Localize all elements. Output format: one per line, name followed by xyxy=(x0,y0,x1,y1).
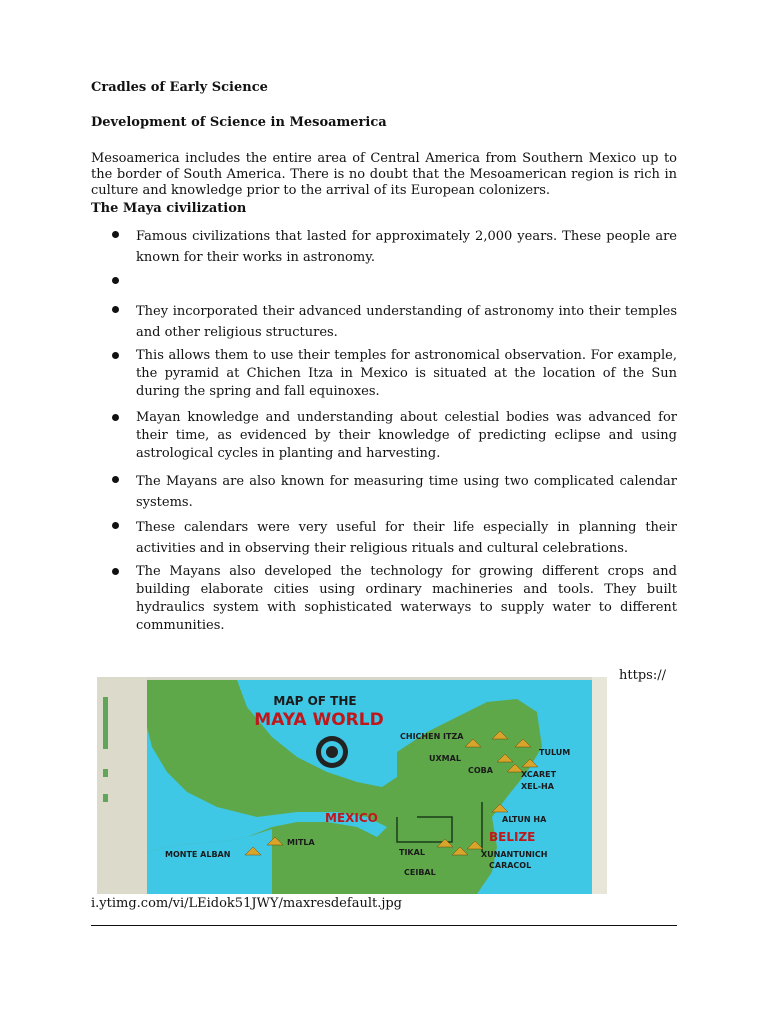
section-heading: The Maya civilization xyxy=(91,201,247,216)
map-label-mexico: MEXICO xyxy=(325,811,378,825)
horizontal-divider xyxy=(91,925,677,926)
bullet-dot-icon xyxy=(112,306,119,313)
map-label-tikal: TIKAL xyxy=(399,848,425,857)
bullet-dot-icon xyxy=(112,568,119,575)
bullet-dot-icon xyxy=(112,277,119,284)
map-label-uxmal: UXMAL xyxy=(429,754,461,763)
document-title: Cradles of Early Science xyxy=(91,80,268,95)
map-label-belize: BELIZE xyxy=(489,830,536,844)
bullet-dot-icon xyxy=(112,476,119,483)
image-source-link-start[interactable]: https:// xyxy=(619,668,666,683)
list-item: The Mayans are also known for measuring time using two complicated calendar systems. xyxy=(136,471,677,513)
list-item: This allows them to use their temples for astronomical observation. For example, the pyramid at Chichen Itza in Mexico is situated at the location of the Sun during the spring and fall equinoxes. xyxy=(136,347,677,401)
map-label-xel-ha: XEL-HA xyxy=(521,782,554,791)
document-subtitle: Development of Science in Mesoamerica xyxy=(91,115,387,130)
image-source-link-end[interactable]: i.ytimg.com/vi/LEidok51JWY/maxresdefault.jpg xyxy=(91,896,403,911)
bullet-dot-icon xyxy=(112,231,119,238)
map-label-caracol: CARACOL xyxy=(489,861,532,870)
map-label-altun-ha: ALTUN HA xyxy=(502,815,547,824)
map-label-tulum: TULUM xyxy=(539,748,571,757)
list-item: Mayan knowledge and understanding about celestial bodies was advanced for their time, as evidenced by their knowledge of predicting eclipse and using astrological cycles in planting and harvesting. xyxy=(136,409,677,463)
map-title-line2: MAYA WORLD xyxy=(254,710,384,730)
list-item: These calendars were very useful for their life especially in planning their activities and in observing their religious rituals and cultural celebrations. xyxy=(136,517,677,559)
bullet-dot-icon xyxy=(112,522,119,529)
bullet-dot-icon xyxy=(112,352,119,359)
maya-world-map-image xyxy=(97,677,607,894)
map-label-mitla: MITLA xyxy=(287,838,315,847)
map-label-coba: COBA xyxy=(468,766,493,775)
map-label-xunantunich: XUNANTUNICH xyxy=(481,850,548,859)
list-item: Famous civilizations that lasted for approximately 2,000 years. These people are known for their works in astronomy. xyxy=(136,226,677,268)
bullet-dot-icon xyxy=(112,414,119,421)
map-graphic xyxy=(97,677,607,894)
map-title-line1: MAP OF THE xyxy=(273,694,357,708)
map-label-ceibal: CEIBAL xyxy=(404,868,436,877)
intro-paragraph: Mesoamerica includes the entire area of Central America from Southern Mexico up to the border of South America. There is no doubt that the Mesoamerican region is rich in culture and knowledge prior to the arrival of its European colonizers. xyxy=(91,151,677,198)
map-label-monte-alban: MONTE ALBAN xyxy=(165,850,231,859)
map-label-chichen-itza: CHICHEN ITZA xyxy=(400,732,464,741)
list-item: They incorporated their advanced understanding of astronomy into their temples and other religious structures. xyxy=(136,301,677,343)
map-label-xcaret: XCARET xyxy=(521,770,557,779)
list-item: The Mayans also developed the technology for growing different crops and building elaborate cities using ordinary machineries and tools. They built hydraulics system with sophisticated waterways to supply water to different communities. xyxy=(136,563,677,635)
